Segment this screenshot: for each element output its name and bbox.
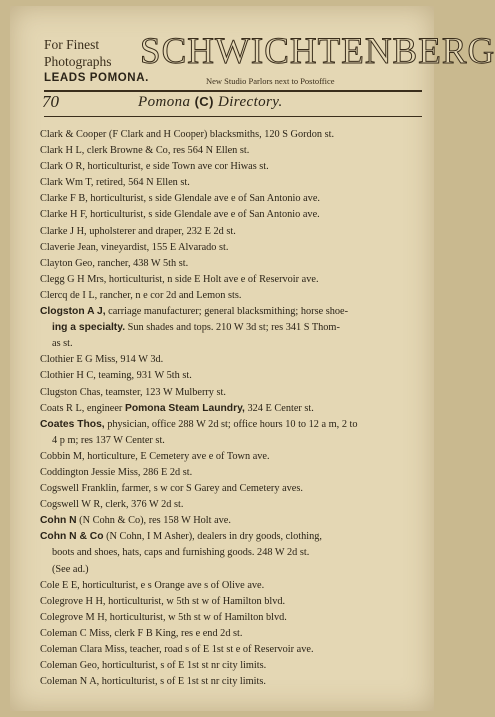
- directory-entry: [40, 143, 430, 159]
- entry-name: Cohn N: [40, 515, 77, 527]
- entry-details: horticulturist, s of E 1st st nr city limits.: [99, 676, 266, 688]
- directory-entry: [40, 513, 430, 529]
- entry-name: Coates Thos,: [40, 418, 105, 430]
- entry-name: Clothier E G Miss,: [40, 354, 118, 366]
- entry-name: Coleman Clara Miss,: [40, 644, 128, 655]
- entry-continuation: (See ad.): [52, 563, 89, 575]
- directory-entry: [40, 578, 430, 594]
- entry-name: Clark H L,: [40, 145, 85, 157]
- directory-entry: [40, 417, 430, 449]
- running-head: [138, 94, 283, 111]
- entry-details: (N Cohn & Co), res 158 W Holt ave.: [76, 515, 231, 527]
- directory-page: [10, 6, 495, 711]
- directory-entry: [40, 272, 430, 288]
- entry-continuation: 4 p m; res 137 W Center st.: [52, 434, 165, 446]
- entry-name: Cogswell W R,: [40, 499, 103, 511]
- ad-tagline: [44, 36, 112, 70]
- directory-entry: [40, 288, 430, 304]
- directory-entry: [40, 674, 430, 690]
- ad-line-1: For Finest: [44, 37, 100, 52]
- entry-details: clerk Browne & Co, res 564 N Ellen st.: [84, 145, 250, 157]
- entry-name: Clayton Geo,: [40, 257, 95, 269]
- entry-name: Cohn N & Co: [40, 531, 104, 543]
- directory-entry: [40, 368, 430, 384]
- ad-line-2: Photographs: [44, 54, 112, 69]
- entry-name: Claverie Jean,: [40, 241, 99, 253]
- entry-details: teacher, road s of E 1st st e of Reservoir ave.: [127, 644, 314, 655]
- ad-brand-name: SCHWICHTENBERG: [140, 31, 495, 72]
- entry-continuation-text: Sun shades and tops. 210 W 3d st; res 341 S Thom-: [125, 322, 340, 334]
- directory-entry: [40, 224, 430, 240]
- directory-entry: [40, 304, 430, 352]
- directory-entry: [40, 385, 430, 401]
- directory-entry: [40, 240, 430, 256]
- entry-name: Coddington Jessie Miss,: [40, 466, 141, 478]
- entry-name: Clarke J H,: [40, 225, 87, 237]
- directory-entry: [40, 256, 430, 272]
- entry-continuation: [40, 320, 430, 336]
- entry-continuation: boots and shoes, hats, caps and furnishing goods. 248 W 2d st.: [52, 547, 310, 559]
- directory-entry: [40, 175, 430, 191]
- entry-name: Clarke H F,: [40, 209, 88, 221]
- directory-entry: [40, 352, 430, 368]
- entry-details: teamster, 123 W Mulberry st.: [102, 386, 226, 398]
- entry-details: horticulturist, e s Orange ave s of Olive ave.: [79, 579, 265, 591]
- entry-name: Clark & Cooper: [40, 129, 107, 140]
- entry-details: retired, 564 N Ellen st.: [93, 177, 190, 189]
- entry-details: vineyardist, 155 E Alvarado st.: [98, 241, 229, 253]
- entry-details: clerk, 376 W 2d st.: [102, 499, 184, 511]
- entry-details: teaming, 931 W 5th st.: [95, 370, 192, 382]
- ad-subtitle: New Studio Parlors next to Postoffice: [206, 76, 335, 86]
- entry-name: Clegg G H Mrs,: [40, 273, 107, 285]
- entry-name: Cogswell Franklin,: [40, 483, 119, 495]
- directory-entry: [40, 626, 430, 642]
- entry-name: Colegrove M H,: [40, 611, 108, 623]
- entry-name: Clercq de I L,: [40, 289, 98, 301]
- entry-name: Coleman C Miss,: [40, 627, 112, 639]
- directory-entry: [40, 658, 430, 674]
- entry-details: (F Clark and H Cooper) blacksmiths, 120 S Gordon st.: [106, 129, 335, 140]
- entry-details: physician, office 288 W 2d st; office hours 10 to 12 a m, 2 to: [104, 418, 358, 430]
- entry-details: horticulturist, w 5th st w of Hamilton blvd.: [105, 595, 286, 607]
- directory-entry: [40, 465, 430, 481]
- entry-details: horticulturist, n side E Holt ave e of Reservoir ave.: [106, 273, 319, 285]
- entry-details: farmer, s w cor S Garey and Cemetery aves.: [118, 483, 303, 495]
- page-number: 70: [42, 92, 59, 111]
- running-head-city: Pomona: [138, 94, 191, 110]
- entry-details: horticulturist, s side Glendale ave e of San Antonio ave.: [87, 193, 320, 205]
- directory-entries: [40, 127, 430, 690]
- directory-entry: [40, 401, 430, 417]
- entry-name: Clarke F B,: [40, 193, 88, 205]
- entry-details: 914 W 3d.: [117, 354, 164, 366]
- entry-details: horticulturist, s side Glendale ave e of San Antonio ave.: [87, 209, 320, 221]
- entry-name: Cobbin M,: [40, 450, 85, 462]
- entry-details: upholsterer and draper, 232 E 2d st.: [86, 225, 236, 237]
- entry-details: rancher, n e cor 2d and Lemon sts.: [97, 289, 242, 301]
- entry-business-name: Pomona Steam Laundry,: [124, 402, 245, 414]
- header-rule-bottom: [44, 116, 422, 117]
- entry-continuation: as st.: [52, 338, 73, 350]
- entry-specialty: ing a specialty.: [52, 322, 126, 334]
- entry-name: Clark Wm T,: [40, 177, 94, 189]
- entry-name: Cole E E,: [40, 579, 80, 591]
- directory-entry: [40, 497, 430, 513]
- running-head-directory: Directory.: [217, 94, 283, 110]
- entry-details: horticulturist, e side Town ave cor Hiwas st.: [84, 161, 269, 173]
- entry-details: carriage manufacturer; general blacksmithing; horse shoe-: [105, 306, 349, 318]
- directory-entry: [40, 594, 430, 610]
- directory-entry: [40, 159, 430, 175]
- entry-details: rancher, 438 W 5th st.: [94, 257, 189, 269]
- directory-entry: [40, 207, 430, 223]
- entry-details: engineer: [84, 402, 125, 414]
- directory-entry: [40, 642, 430, 658]
- entry-details: horticulturist, w 5th st w of Hamilton blvd.: [107, 611, 287, 623]
- advertisement-banner: [44, 31, 495, 92]
- directory-entry: [40, 127, 430, 143]
- entry-details: clerk F B King, res e end 2d st.: [111, 627, 243, 639]
- entry-name: Colegrove H H,: [40, 595, 106, 607]
- entry-name: Clugston Chas,: [40, 386, 103, 398]
- directory-entry: [40, 191, 430, 207]
- entry-details: horticulture, E Cemetery ave e of Town ave.: [84, 450, 270, 462]
- entry-name: Clothier H C,: [40, 370, 96, 382]
- entry-details: 286 E 2d st.: [140, 466, 193, 478]
- header-rule-top: [44, 90, 422, 92]
- directory-entry: [40, 449, 430, 465]
- directory-entry: [40, 529, 430, 577]
- entry-name: Coleman N A,: [40, 676, 100, 688]
- entry-name: Coats R L,: [40, 402, 85, 414]
- running-head-letter: (C): [194, 94, 214, 109]
- entry-details-tail: 324 E Center st.: [244, 402, 314, 414]
- entry-details: (N Cohn, I M Asher), dealers in dry goods, clothing,: [103, 531, 322, 543]
- directory-entry: [40, 481, 430, 497]
- ad-leads: LEADS POMONA.: [44, 72, 149, 84]
- entry-name: Coleman Geo,: [40, 660, 100, 672]
- entry-name: Clark O R,: [40, 161, 85, 173]
- directory-entry: [40, 610, 430, 626]
- entry-name: Clogston A J,: [40, 306, 106, 318]
- entry-details: horticulturist, s of E 1st st nr city limits.: [99, 660, 267, 672]
